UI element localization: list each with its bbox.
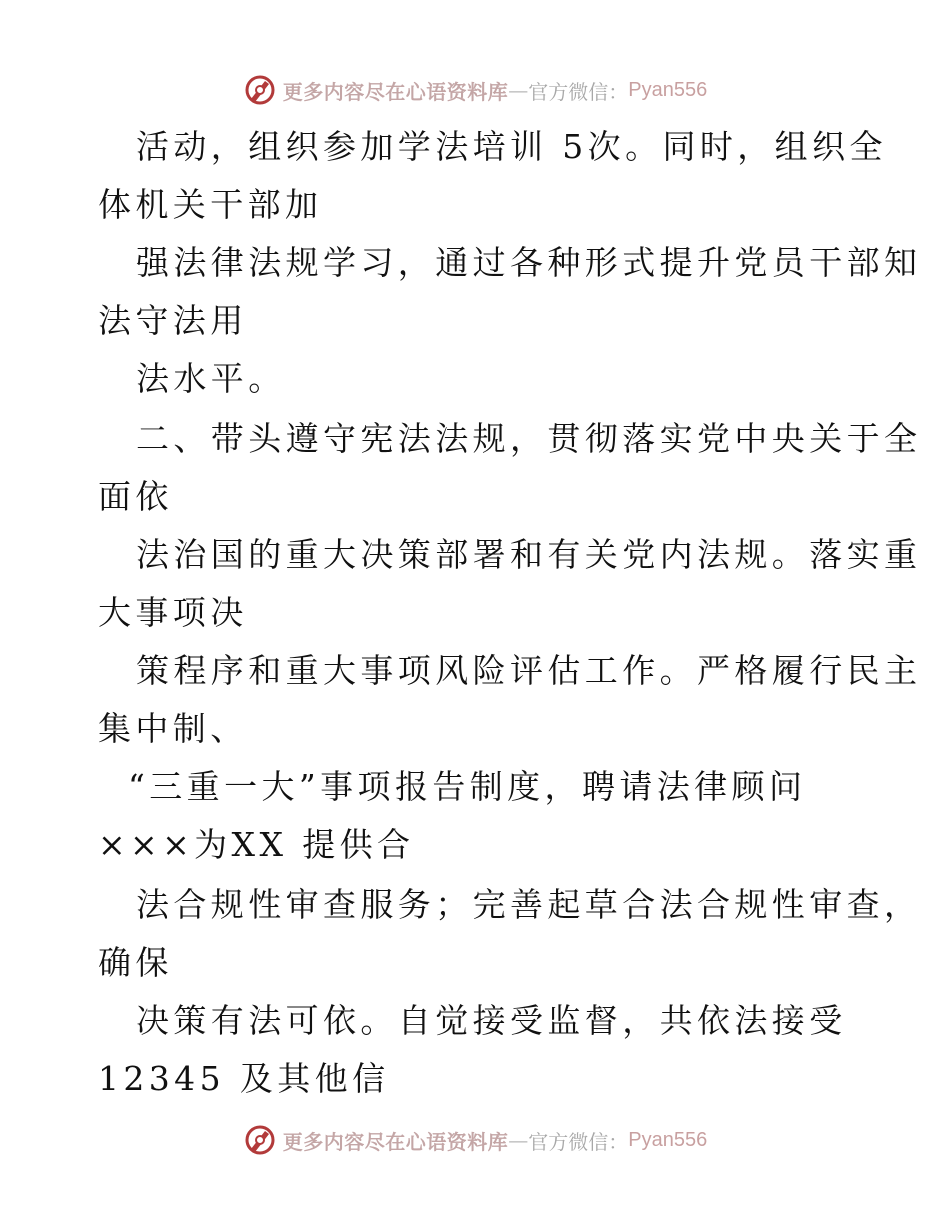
text-line: 12345 及其他信 bbox=[98, 1059, 390, 1098]
watermark-wechat-id: Pyan556 bbox=[628, 1128, 708, 1151]
text-line: 面依 bbox=[98, 477, 173, 516]
text-line: 二、带头遵守宪法法规，贯彻落实党中央关于全 bbox=[136, 419, 922, 458]
text-line: 活动，组织参加学法培训 5次。同时，组织全 bbox=[136, 127, 887, 166]
header-watermark bbox=[0, 70, 950, 110]
text-line: 体机关干部加 bbox=[98, 185, 323, 224]
text-line: 法水平。 bbox=[136, 359, 286, 398]
text-line: 法治国的重大决策部署和有关党内法规。落实重 bbox=[136, 535, 922, 574]
text-line: 策程序和重大事项风险评估工作。严格履行民主 bbox=[136, 651, 922, 690]
footer-watermark bbox=[0, 1120, 950, 1160]
text-line: “三重一大”事项报告制度，聘请法律顾问 bbox=[128, 767, 807, 806]
text-line: 大事项决 bbox=[98, 593, 248, 632]
watermark-wechat-id: Pyan556 bbox=[628, 78, 708, 101]
text-line: 强法律法规学习，通过各种形式提升党员干部知 bbox=[136, 243, 922, 282]
watermark-separator: — bbox=[508, 78, 529, 102]
text-line: ×××为XX 提供合 bbox=[98, 825, 415, 864]
watermark-text: 更多内容尽在心语资料库 bbox=[282, 79, 509, 104]
text-line: 法合规性审查服务；完善起草合法合规性审查， bbox=[136, 885, 922, 924]
watermark-text: 更多内容尽在心语资料库 bbox=[282, 1129, 509, 1154]
text-line: 确保 bbox=[98, 943, 173, 982]
text-line: 法守法用 bbox=[98, 301, 248, 340]
watermark-wechat-label: 官方微信： bbox=[528, 79, 629, 104]
watermark-separator: — bbox=[508, 1128, 529, 1152]
logo-icon bbox=[243, 1123, 277, 1157]
logo-icon bbox=[243, 73, 277, 107]
watermark-wechat-label: 官方微信： bbox=[528, 1129, 629, 1154]
text-line: 决策有法可依。自觉接受监督，共依法接受 bbox=[136, 1001, 847, 1040]
text-line: 集中制、 bbox=[98, 709, 248, 748]
